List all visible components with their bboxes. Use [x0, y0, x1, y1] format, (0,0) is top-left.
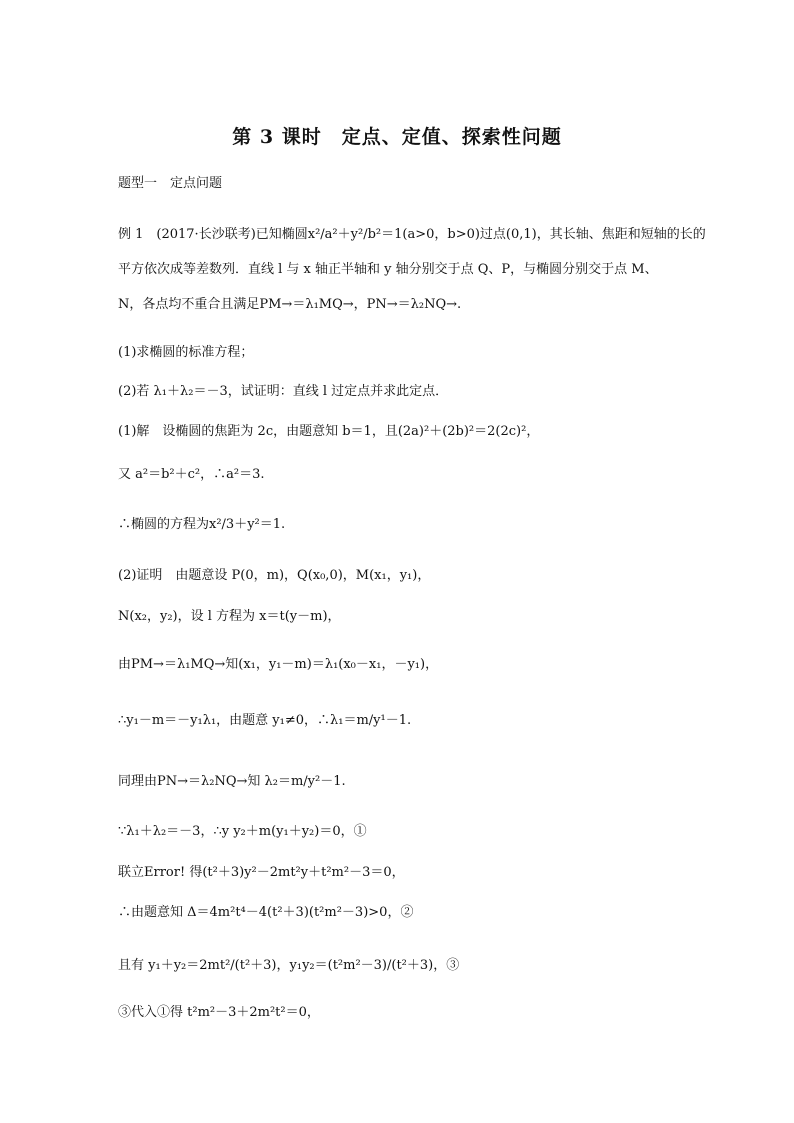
solution-line-12: 且有 y₁＋y₂＝2mt²/(t²＋3)，y₁y₂＝(t²m²－3)/(t²＋3)，③ — [118, 958, 460, 973]
solution-line-13: ③代入①得 t²m²－3＋2m²t²＝0， — [118, 1005, 320, 1020]
solution-line-7: ∴y₁－m＝－y₁λ₁，由题意 y₁≠0，∴λ₁＝m/y¹－1. — [118, 713, 412, 728]
solution-line-3: ∴椭圆的方程为x²/3＋y²＝1. — [118, 517, 286, 532]
example-line-2: 平方依次成等差数列．直线 l 与 x 轴正半轴和 y 轴分别交于点 Q、P，与椭圆分别交于点 M、 — [118, 262, 658, 277]
solution-line-8: 同理由PN→＝λ₂NQ→知 λ₂＝m/y²－1. — [118, 774, 346, 789]
solution-line-1: (1)解 设椭圆的焦距为 2c，由题意知 b＝1，且(2a)²＋(2b)²＝2(2c)²， — [118, 424, 540, 439]
page-title: 第 3 课时 定点、定值、探索性问题 — [232, 126, 562, 148]
solution-line-5: N(x₂，y₂)，设 l 方程为 x＝t(y－m)， — [118, 609, 341, 624]
question-1: (1)求椭圆的标准方程； — [118, 345, 254, 360]
question-2: (2)若 λ₁＋λ₂＝－3，试证明：直线 l 过定点并求此定点． — [118, 384, 449, 399]
solution-line-2: 又 a²＝b²＋c²，∴a²＝3. — [118, 467, 265, 482]
example-line-3: N，各点均不重合且满足PM→＝λ₁MQ→，PN→＝λ₂NQ→. — [118, 297, 462, 312]
solution-line-11: ∴由题意知 Δ＝4m²t⁴－4(t²＋3)(t²m²－3)>0，② — [118, 905, 414, 920]
solution-line-9: ∵λ₁＋λ₂＝－3，∴y y₂＋m(y₁＋y₂)＝0，① — [118, 824, 367, 839]
solution-line-4: (2)证明 由题意设 P(0，m)，Q(x₀,0)，M(x₁，y₁)， — [118, 568, 431, 583]
example-line-1: 例 1 (2017·长沙联考)已知椭圆x²/a²＋y²/b²＝1(a>0，b>0)过点(0,1)，其长轴、焦距和短轴的长的 — [118, 227, 706, 242]
solution-line-10: 联立Error! 得(t²＋3)y²－2mt²y＋t²m²－3＝0， — [118, 865, 405, 880]
solution-line-6: 由PM→＝λ₁MQ→知(x₁，y₁－m)＝λ₁(x₀－x₁，－y₁)， — [118, 657, 439, 672]
section-heading: 题型一 定点问题 — [118, 176, 223, 191]
